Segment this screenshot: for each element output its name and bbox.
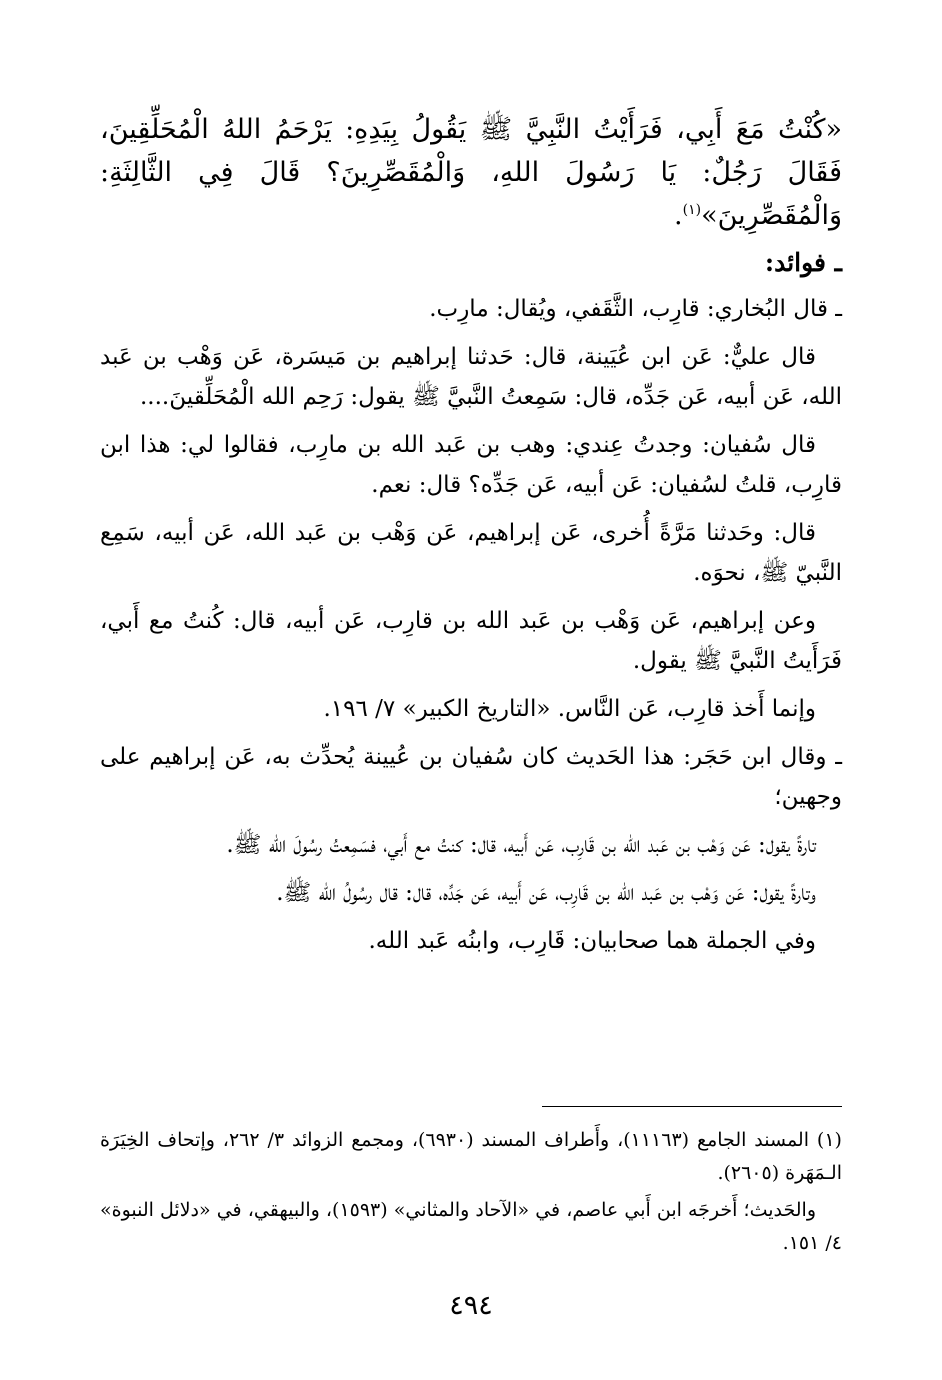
main-text [100, 108, 842, 969]
paragraph: وفي الجملة هما صحابيان: قَارِب، وابنُه عَبد الله. [368, 928, 816, 954]
footnotes [100, 1124, 842, 1264]
footnote: والحَديث؛ أَخرجَه ابن أَبي عاصم، في «الآحاد والمثاني» (١٥٩٣)، والبيهقي، في «دلائل النبوة» ٤/ ١٥١. [100, 1199, 842, 1254]
paragraph: قال: وحَدثنا مَرَّةً أُخرى، عَن إبراهيم، عَن وَهْب بن عَبد الله، عَن أبيه، سَمِع النَّبيّ ﷺ، نحوَه. [100, 520, 842, 586]
paragraph: ـ وقال ابن حَجَر: هذا الحَديث كان سُفيان بن عُيينة يُحدِّث به، عَن إبراهيم على وجهين؛ [100, 744, 842, 810]
paragraph: قال سُفيان: وجدتُ عِندي: وهب بن عَبد الله بن مارِب، فقالوا لي: هذا ابن قارِب، قلتُ لسُفيان: عَن أبيه، عَن جَدِّه؟ قال: نعم. [100, 432, 842, 498]
paragraph: ـ قال البُخاري: قارِب، الثَّقَفي، ويُقال: مارِب. [429, 296, 842, 322]
footnote-marker: (١) [682, 202, 702, 218]
section-heading: ـ فوائد: [764, 248, 842, 277]
paragraph: قال عليٌّ: عَن ابن عُيَينة، قال: حَدثنا إبراهيم بن مَيسَرة، عَن وَهْب بن عَبد الله، عَن أبيه، عَن جَدِّه، قال: سَمِعتُ النَّبيَّ ﷺ يقول: رَحِم الله الْمُحَلِّقينَ.... [100, 344, 842, 410]
paragraph: تارةً يقول: عَن وَهْب بن عَبد الله بن قَارِب، عَن أَبيه، قال: كنتُ مع أَبي، فسَمِعتُ رسُولَ الله ﷺ. [226, 832, 816, 858]
paragraph: وإنما أَخذ قارِب، عَن النَّاس. «التاريخ الكبير» ٧/ ١٩٦. [323, 696, 816, 722]
paragraph: وعن إبراهيم، عَن وَهْب بن عَبد الله بن قارِب، عَن أبيه، قال: كُنتُ مع أَبي، فَرَأَيتُ النَّبيَّ ﷺ يقول. [100, 608, 842, 674]
footnote: (١) المسند الجامع (١١١٦٣)، وأَطراف المسند (٦٩٣٠)، ومجمع الزوائد ٣/ ٢٦٢، وإتحاف الخِيَرَة الـمَهَرة (٢٦٠٥). [100, 1129, 842, 1184]
hadith-body: «كُنْتُ مَعَ أَبِي، فَرَأَيْتُ النَّبِيَّ ﷺ يَقُولُ بِيَدِهِ: يَرْحَمُ اللهُ الْمُحَلِّقِينَ، فَقَالَ رَجُلٌ: يَا رَسُولَ اللهِ، وَالْمُقَصِّرِينَ؟ قَالَ فِي الثَّالِثَةِ: وَالْمُقَصِّرِينَ» [100, 114, 842, 231]
paragraph: وتارةً يقول: عَن وَهْب بن عَبد الله بن قَارِب، عَن أَبيه، عَن جَدِّه، قال: قال رسُولُ الله ﷺ. [276, 880, 816, 906]
page-number: ٤٩٤ [449, 1290, 493, 1321]
hadith-text: «كُنْتُ مَعَ أَبِي، فَرَأَيْتُ النَّبِيَّ ﷺ يَقُولُ بِيَدِهِ: يَرْحَمُ اللهُ الْمُحَلِّقِينَ، فَقَالَ رَجُلٌ: يَا رَسُولَ اللهِ، وَالْمُقَصِّرِينَ؟ قَالَ فِي الثَّالِثَةِ: وَالْمُقَصِّرِينَ»$^{(١)}$. [100, 114, 842, 231]
footnote-divider [542, 1106, 842, 1107]
